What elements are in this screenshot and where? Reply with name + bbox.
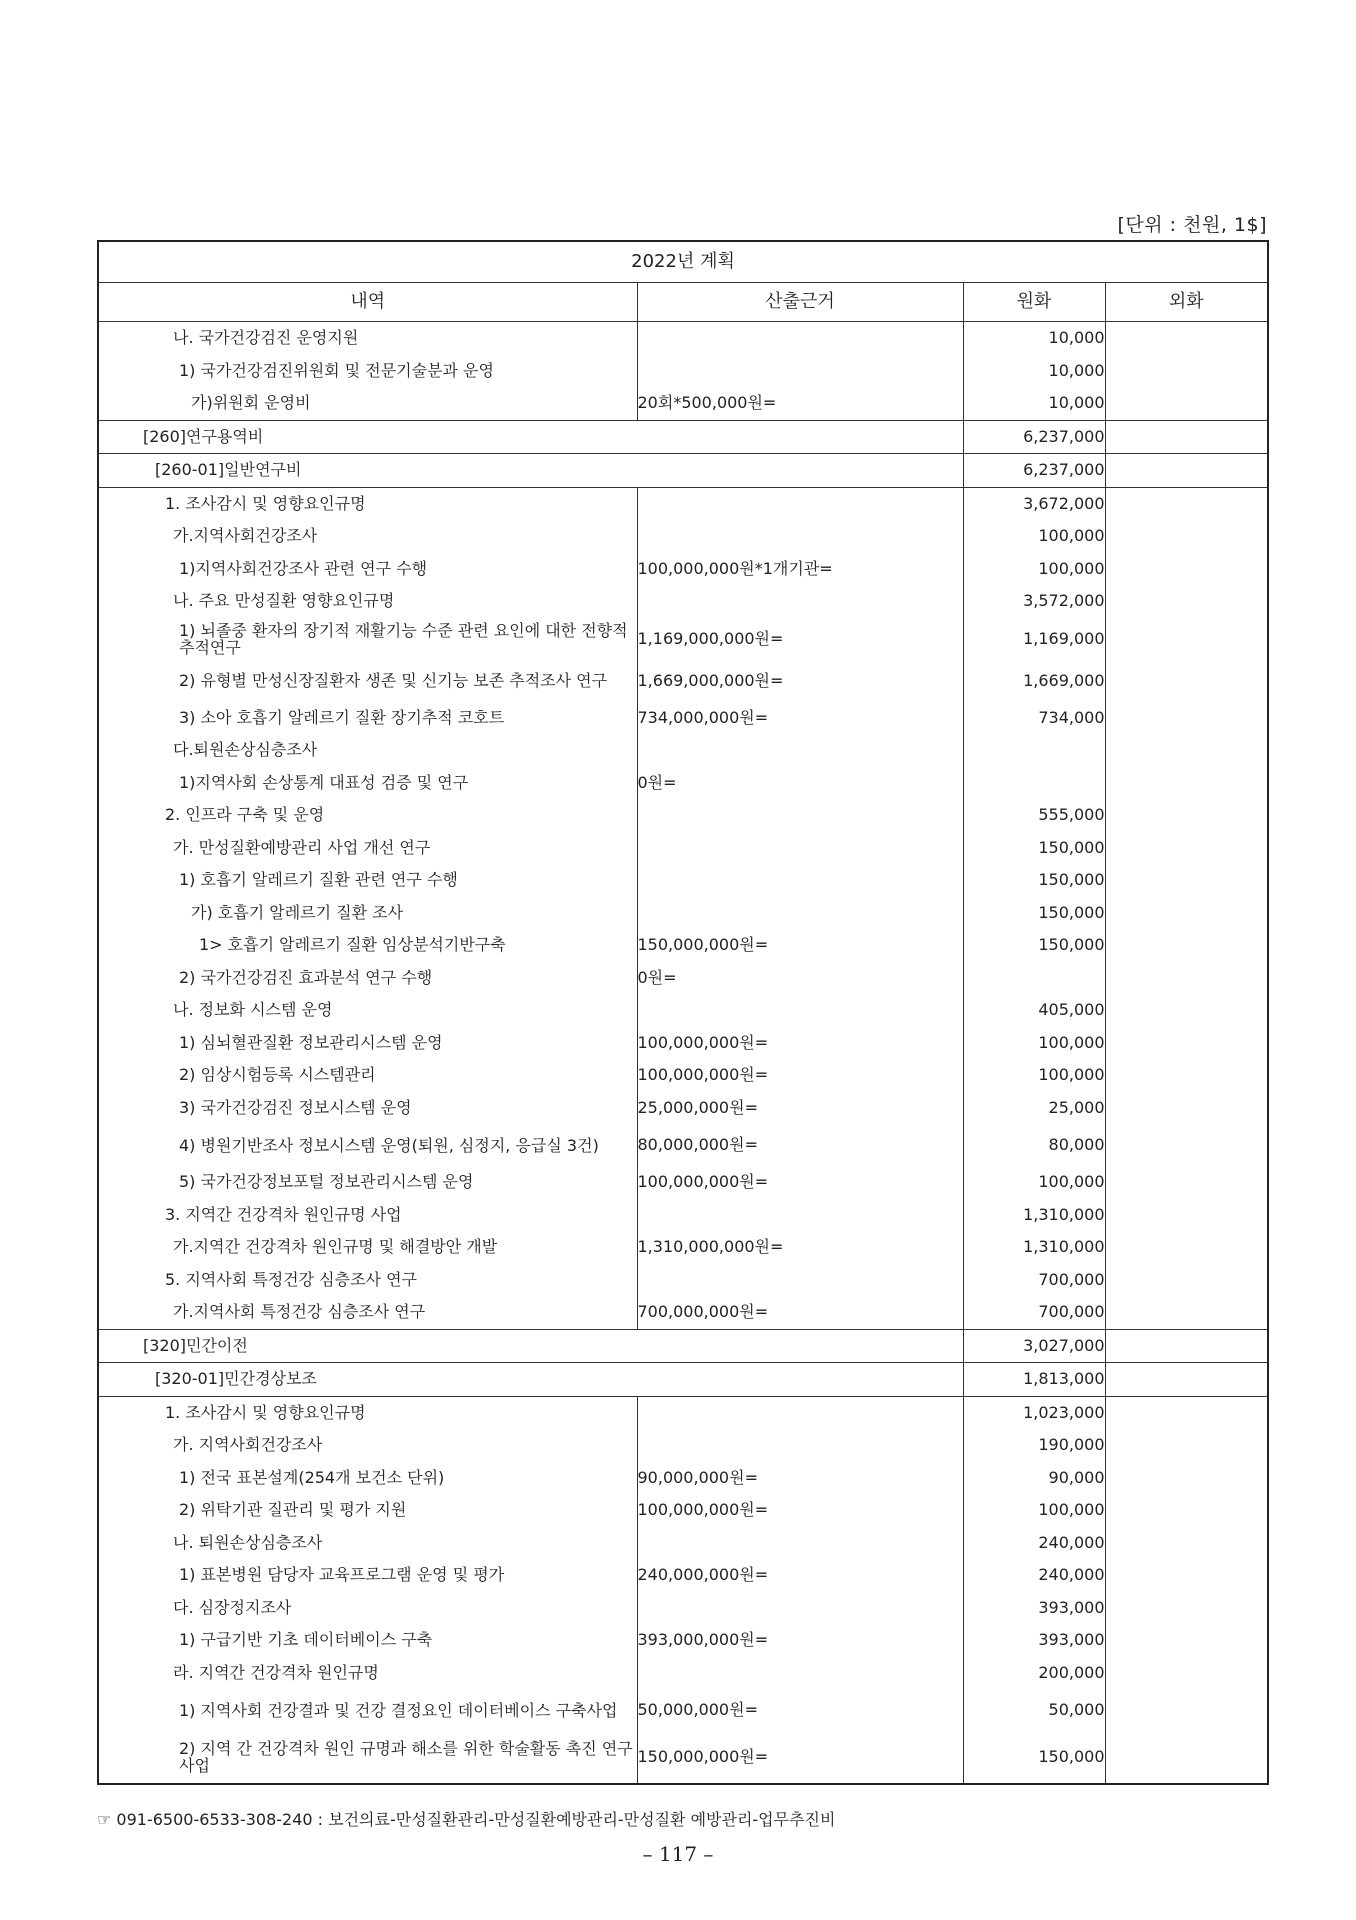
table-row: [98, 454, 1268, 488]
table-row: [98, 1624, 1268, 1657]
row-basis: [637, 799, 963, 832]
row-foreign-amount: [1105, 1592, 1268, 1625]
row-description: 나. 퇴원손상심층조사: [98, 1527, 637, 1560]
table-row: [98, 1731, 1268, 1784]
row-description: 나. 국가건강검진 운영지원: [98, 322, 637, 355]
row-description: [260-01]일반연구비: [98, 454, 963, 488]
table-row: [98, 487, 1268, 520]
row-won-amount: 50,000: [963, 1689, 1105, 1731]
row-foreign-amount: [1105, 1731, 1268, 1784]
row-foreign-amount: [1105, 618, 1268, 660]
row-foreign-amount: [1105, 767, 1268, 800]
table-row: [98, 702, 1268, 735]
row-foreign-amount: [1105, 1199, 1268, 1232]
table-body: [98, 322, 1268, 1785]
row-won-amount: 80,000: [963, 1124, 1105, 1166]
row-foreign-amount: [1105, 1124, 1268, 1166]
table-row: [98, 1027, 1268, 1060]
table-row: [98, 1092, 1268, 1125]
row-foreign-amount: [1105, 553, 1268, 586]
table-row: [98, 734, 1268, 767]
row-foreign-amount: [1105, 1329, 1268, 1363]
row-foreign-amount: [1105, 1527, 1268, 1560]
row-won-amount: 100,000: [963, 1027, 1105, 1060]
table-row: [98, 1429, 1268, 1462]
row-description: 2) 위탁기관 질관리 및 평가 지원: [98, 1494, 637, 1527]
row-description: [260]연구용역비: [98, 420, 963, 454]
row-foreign-amount: [1105, 1166, 1268, 1199]
table-row: [98, 1592, 1268, 1625]
row-foreign-amount: [1105, 487, 1268, 520]
row-foreign-amount: [1105, 420, 1268, 454]
row-won-amount: [963, 962, 1105, 995]
row-won-amount: 100,000: [963, 1059, 1105, 1092]
row-foreign-amount: [1105, 322, 1268, 355]
row-description: 2) 임상시험등록 시스템관리: [98, 1059, 637, 1092]
row-foreign-amount: [1105, 734, 1268, 767]
row-won-amount: 3,572,000: [963, 585, 1105, 618]
row-basis: [637, 487, 963, 520]
row-won-amount: 1,169,000: [963, 618, 1105, 660]
row-description: 1) 호흡기 알레르기 질환 관련 연구 수행: [98, 864, 637, 897]
row-description: 3) 소아 호흡기 알레르기 질환 장기추적 코호트: [98, 702, 637, 735]
row-won-amount: 555,000: [963, 799, 1105, 832]
row-foreign-amount: [1105, 799, 1268, 832]
row-description: 2. 인프라 구축 및 운영: [98, 799, 637, 832]
row-foreign-amount: [1105, 1494, 1268, 1527]
row-won-amount: 1,310,000: [963, 1231, 1105, 1264]
table-row: [98, 1494, 1268, 1527]
table-row: [98, 1059, 1268, 1092]
table-row: [98, 767, 1268, 800]
table-row: [98, 1462, 1268, 1495]
row-basis: 150,000,000원=: [637, 1731, 963, 1784]
row-description: 1)지역사회 손상통계 대표성 검증 및 연구: [98, 767, 637, 800]
table-row: [98, 355, 1268, 388]
row-description: 1) 표본병원 담당자 교육프로그램 운영 및 평가: [98, 1559, 637, 1592]
table-row: [98, 1657, 1268, 1690]
table-row: [98, 832, 1268, 865]
row-foreign-amount: [1105, 864, 1268, 897]
header-basis: 산출근거: [637, 283, 963, 322]
row-won-amount: 100,000: [963, 1494, 1105, 1527]
row-basis: 240,000,000원=: [637, 1559, 963, 1592]
row-won-amount: 405,000: [963, 994, 1105, 1027]
row-foreign-amount: [1105, 929, 1268, 962]
row-description: 4) 병원기반조사 정보시스템 운영(퇴원, 심정지, 응급실 3건): [98, 1124, 637, 1166]
row-basis: 1,310,000,000원=: [637, 1231, 963, 1264]
table-row: [98, 387, 1268, 420]
row-won-amount: [963, 767, 1105, 800]
row-won-amount: 393,000: [963, 1592, 1105, 1625]
table-row: [98, 1527, 1268, 1560]
row-won-amount: 3,027,000: [963, 1329, 1105, 1363]
row-foreign-amount: [1105, 1462, 1268, 1495]
row-won-amount: 100,000: [963, 520, 1105, 553]
table-row: [98, 1329, 1268, 1363]
row-description: 라. 지역간 건강격차 원인규명: [98, 1657, 637, 1690]
table-row: [98, 1296, 1268, 1329]
row-foreign-amount: [1105, 1264, 1268, 1297]
row-won-amount: 240,000: [963, 1559, 1105, 1592]
row-basis: [637, 1396, 963, 1429]
row-foreign-amount: [1105, 1231, 1268, 1264]
row-description: 1) 심뇌혈관질환 정보관리시스템 운영: [98, 1027, 637, 1060]
row-won-amount: 10,000: [963, 322, 1105, 355]
row-basis: 100,000,000원=: [637, 1166, 963, 1199]
table-row: [98, 1124, 1268, 1166]
row-basis: 20회*500,000원=: [637, 387, 963, 420]
row-description: 가.지역간 건강격차 원인규명 및 해결방안 개발: [98, 1231, 637, 1264]
row-basis: 0원=: [637, 962, 963, 995]
row-won-amount: 90,000: [963, 1462, 1105, 1495]
row-basis: [637, 897, 963, 930]
row-foreign-amount: [1105, 1396, 1268, 1429]
row-basis: [637, 994, 963, 1027]
row-won-amount: 393,000: [963, 1624, 1105, 1657]
row-description: 5) 국가건강정보포털 정보관리시스템 운영: [98, 1166, 637, 1199]
row-description: 2) 유형별 만성신장질환자 생존 및 신기능 보존 추적조사 연구: [98, 660, 637, 702]
row-basis: 393,000,000원=: [637, 1624, 963, 1657]
row-description: 다. 심장정지조사: [98, 1592, 637, 1625]
row-won-amount: 1,813,000: [963, 1363, 1105, 1397]
row-foreign-amount: [1105, 1657, 1268, 1690]
row-won-amount: 1,023,000: [963, 1396, 1105, 1429]
row-won-amount: 700,000: [963, 1296, 1105, 1329]
row-won-amount: 150,000: [963, 897, 1105, 930]
row-description: 3) 국가건강검진 정보시스템 운영: [98, 1092, 637, 1125]
table-row: [98, 897, 1268, 930]
row-basis: 150,000,000원=: [637, 929, 963, 962]
row-foreign-amount: [1105, 994, 1268, 1027]
table-row: [98, 929, 1268, 962]
row-description: 1) 구급기반 기초 데이터베이스 구축: [98, 1624, 637, 1657]
row-description: 1)지역사회건강조사 관련 연구 수행: [98, 553, 637, 586]
row-foreign-amount: [1105, 962, 1268, 995]
table-row: [98, 1264, 1268, 1297]
row-description: 가)위원회 운영비: [98, 387, 637, 420]
row-won-amount: 190,000: [963, 1429, 1105, 1462]
row-basis: 1,169,000,000원=: [637, 618, 963, 660]
row-won-amount: 10,000: [963, 387, 1105, 420]
row-won-amount: 150,000: [963, 864, 1105, 897]
row-basis: 100,000,000원*1개기관=: [637, 553, 963, 586]
row-description: 가. 지역사회건강조사: [98, 1429, 637, 1462]
row-won-amount: 150,000: [963, 832, 1105, 865]
row-foreign-amount: [1105, 897, 1268, 930]
row-description: 1. 조사감시 및 영향요인규명: [98, 1396, 637, 1429]
table-row: [98, 322, 1268, 355]
row-basis: [637, 1527, 963, 1560]
row-foreign-amount: [1105, 702, 1268, 735]
row-basis: [637, 520, 963, 553]
table-row: [98, 618, 1268, 660]
table-row: [98, 553, 1268, 586]
row-basis: [637, 1199, 963, 1232]
row-won-amount: [963, 734, 1105, 767]
table-row: [98, 799, 1268, 832]
row-basis: 50,000,000원=: [637, 1689, 963, 1731]
row-description: 2) 지역 간 건강격차 원인 규명과 해소를 위한 학술활동 촉진 연구사업: [98, 1731, 637, 1784]
table-row: [98, 1559, 1268, 1592]
page-number: – 117 –: [642, 1842, 714, 1866]
row-won-amount: 6,237,000: [963, 454, 1105, 488]
row-basis: 100,000,000원=: [637, 1027, 963, 1060]
row-foreign-amount: [1105, 1624, 1268, 1657]
row-foreign-amount: [1105, 520, 1268, 553]
row-basis: 700,000,000원=: [637, 1296, 963, 1329]
header-foreign: 외화: [1105, 283, 1268, 322]
row-description: 1> 호흡기 알레르기 질환 임상분석기반구축: [98, 929, 637, 962]
table-row: [98, 1689, 1268, 1731]
row-basis: [637, 1592, 963, 1625]
table-row: [98, 994, 1268, 1027]
table-row: [98, 864, 1268, 897]
table-row: [98, 1199, 1268, 1232]
row-basis: 100,000,000원=: [637, 1059, 963, 1092]
row-basis: 0원=: [637, 767, 963, 800]
row-won-amount: 150,000: [963, 929, 1105, 962]
row-description: 가) 호흡기 알레르기 질환 조사: [98, 897, 637, 930]
row-description: 가.지역사회건강조사: [98, 520, 637, 553]
account-code-note: ☞ 091-6500-6533-308-240 : 보건의료-만성질환관리-만성질환예방관리-만성질환 예방관리-업무추진비: [97, 1810, 836, 1829]
row-won-amount: 25,000: [963, 1092, 1105, 1125]
row-description: 가. 만성질환예방관리 사업 개선 연구: [98, 832, 637, 865]
table-row: [98, 520, 1268, 553]
row-foreign-amount: [1105, 1027, 1268, 1060]
row-description: [320]민간이전: [98, 1329, 963, 1363]
row-foreign-amount: [1105, 1689, 1268, 1731]
row-foreign-amount: [1105, 832, 1268, 865]
table-row: [98, 420, 1268, 454]
row-basis: [637, 1429, 963, 1462]
row-description: 1) 뇌졸중 환자의 장기적 재활기능 수준 관련 요인에 대한 전향적 추적연구: [98, 618, 637, 660]
row-won-amount: 100,000: [963, 1166, 1105, 1199]
row-description: 나. 주요 만성질환 영향요인규명: [98, 585, 637, 618]
row-foreign-amount: [1105, 387, 1268, 420]
row-basis: [637, 864, 963, 897]
plan-title: 2022년 계획: [98, 241, 1268, 283]
row-basis: [637, 355, 963, 388]
row-description: 가.지역사회 특정건강 심층조사 연구: [98, 1296, 637, 1329]
row-description: 5. 지역사회 특정건강 심층조사 연구: [98, 1264, 637, 1297]
row-foreign-amount: [1105, 1296, 1268, 1329]
row-foreign-amount: [1105, 660, 1268, 702]
row-foreign-amount: [1105, 1429, 1268, 1462]
row-description: 3. 지역간 건강격차 원인규명 사업: [98, 1199, 637, 1232]
row-description: 2) 국가건강검진 효과분석 연구 수행: [98, 962, 637, 995]
row-won-amount: 734,000: [963, 702, 1105, 735]
table-row: [98, 1396, 1268, 1429]
budget-table: [97, 240, 1269, 1785]
table-row: [98, 1231, 1268, 1264]
header-description: 내역: [98, 283, 637, 322]
row-basis: [637, 322, 963, 355]
row-foreign-amount: [1105, 355, 1268, 388]
header-won: 원화: [963, 283, 1105, 322]
table-row: [98, 1166, 1268, 1199]
row-description: 1) 국가건강검진위원회 및 전문기술분과 운영: [98, 355, 637, 388]
row-won-amount: 150,000: [963, 1731, 1105, 1784]
row-foreign-amount: [1105, 1059, 1268, 1092]
row-basis: 100,000,000원=: [637, 1494, 963, 1527]
row-basis: [637, 1657, 963, 1690]
row-basis: [637, 832, 963, 865]
row-description: 1) 지역사회 건강결과 및 건강 결정요인 데이터베이스 구축사업: [98, 1689, 637, 1731]
row-won-amount: 200,000: [963, 1657, 1105, 1690]
table-row: [98, 1363, 1268, 1397]
table-row: [98, 962, 1268, 995]
row-foreign-amount: [1105, 1363, 1268, 1397]
row-won-amount: 240,000: [963, 1527, 1105, 1560]
row-description: 1) 전국 표본설계(254개 보건소 단위): [98, 1462, 637, 1495]
row-won-amount: 700,000: [963, 1264, 1105, 1297]
row-foreign-amount: [1105, 1559, 1268, 1592]
row-won-amount: 3,672,000: [963, 487, 1105, 520]
row-foreign-amount: [1105, 585, 1268, 618]
row-won-amount: 1,669,000: [963, 660, 1105, 702]
table-row: [98, 660, 1268, 702]
row-basis: [637, 585, 963, 618]
table-row: [98, 585, 1268, 618]
row-won-amount: 6,237,000: [963, 420, 1105, 454]
row-won-amount: 100,000: [963, 553, 1105, 586]
row-won-amount: 10,000: [963, 355, 1105, 388]
row-basis: 1,669,000,000원=: [637, 660, 963, 702]
row-won-amount: 1,310,000: [963, 1199, 1105, 1232]
row-basis: 734,000,000원=: [637, 702, 963, 735]
row-basis: [637, 1264, 963, 1297]
row-basis: 80,000,000원=: [637, 1124, 963, 1166]
row-foreign-amount: [1105, 1092, 1268, 1125]
row-foreign-amount: [1105, 454, 1268, 488]
row-description: [320-01]민간경상보조: [98, 1363, 963, 1397]
row-description: 1. 조사감시 및 영향요인규명: [98, 487, 637, 520]
unit-note: [단위 : 천원, 1$]: [1117, 214, 1267, 236]
row-basis: [637, 734, 963, 767]
row-description: 나. 정보화 시스템 운영: [98, 994, 637, 1027]
row-description: 다.퇴원손상심층조사: [98, 734, 637, 767]
row-basis: 90,000,000원=: [637, 1462, 963, 1495]
row-basis: 25,000,000원=: [637, 1092, 963, 1125]
